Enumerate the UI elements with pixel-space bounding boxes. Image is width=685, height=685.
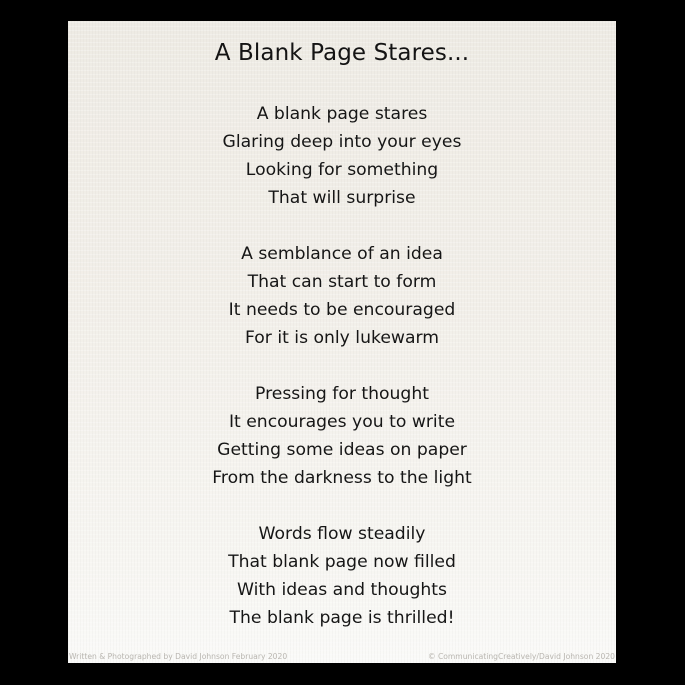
poem-line: It encourages you to write <box>228 412 456 432</box>
copyright-notice: © CommunicatingCreatively/David Johnson 2020 <box>427 652 615 661</box>
stanza-4 <box>68 520 616 632</box>
stanza-2 <box>68 240 616 352</box>
poem-line: Words flow steadily <box>258 524 426 544</box>
poem-line: Looking for something <box>245 160 439 180</box>
stanza-1 <box>68 100 616 212</box>
poem-line: Glaring deep into your eyes <box>222 132 462 152</box>
poem-line: For it is only lukewarm <box>245 328 439 348</box>
paper-sheet <box>68 21 616 663</box>
poem-line: From the darkness to the light <box>212 468 472 488</box>
poem-line: The blank page is thrilled! <box>229 608 455 628</box>
poem-line: That blank page now filled <box>228 552 456 572</box>
poem-line: Pressing for thought <box>255 384 429 404</box>
poem-line: It needs to be encouraged <box>228 300 456 320</box>
poem-line: A semblance of an idea <box>241 244 443 264</box>
poem-line: Getting some ideas on paper <box>217 440 467 460</box>
poem-line: That can start to form <box>247 272 437 292</box>
poem-line: A blank page stares <box>256 104 428 124</box>
author-credit: Written & Photographed by David Johnson February 2020 <box>69 652 288 661</box>
poem-line: That will surprise <box>268 188 416 208</box>
stanza-3 <box>68 380 616 492</box>
poem-line: With ideas and thoughts <box>236 580 448 600</box>
poem-title: A Blank Page Stares... <box>214 40 470 66</box>
poem-body <box>68 100 616 660</box>
